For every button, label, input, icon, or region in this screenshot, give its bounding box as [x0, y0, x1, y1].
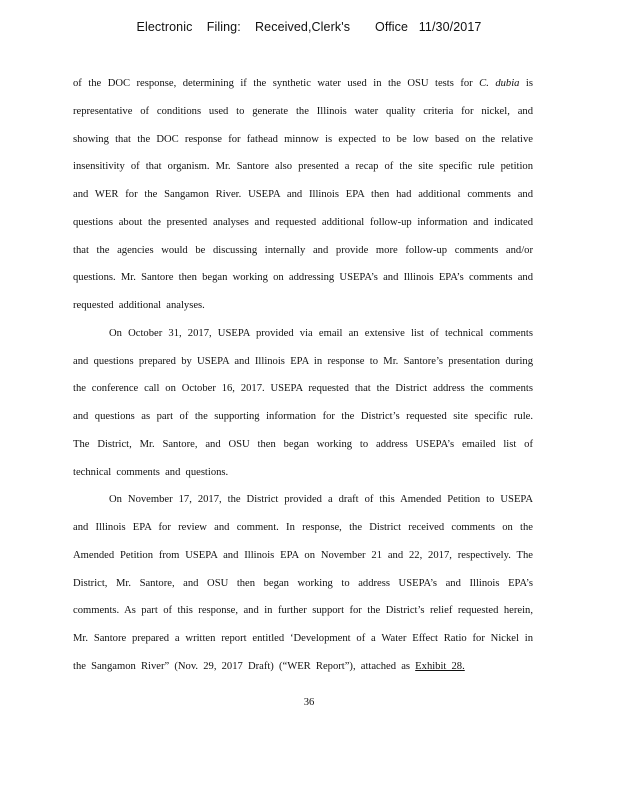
filing-header: Electronic Filing: Received,Clerk's Office 11/30/2017: [136, 20, 482, 34]
paragraph-1: [73, 70, 533, 320]
paragraph-2: On October 31, 2017, USEPA provided via email an extensive list of technical comments and questions prepared by USEPA and Illinois EPA in response to Mr. Santore’s presentation during the conference call on October 16, 2017. USEPA requested that the District address the comments and questions as part of the supporting information for the District’s requested site specific rule. The District, Mr. Santore, and OSU then began working to address USEPA’s emailed list of technical comments and questions.: [73, 327, 533, 478]
paragraph-3-text: On November 17, 2017, the District provided a draft of this Amended Petition to USEPA and Illinois EPA for review and comment. In response, the District received comments on the Amended Petition from USEPA and Illinois EPA on November 21 and 22, 2017, respectively. The District, Mr. Santore, and OSU then began working to address USEPA’s and Illinois EPA’s comments. As part of this response, and in further support for the District’s relief requested herein, Mr. Santore prepared a written report entitled ‘Development of a Water Effect Ratio for Nickel in the Sangamon River” (Nov. 29, 2017 Draft) (“WER Report”), attached as: [73, 494, 533, 672]
paragraph-1-text-a: of the DOC response, determining if the synthetic water used in the OSU tests for: [73, 78, 480, 89]
paragraph-1-text-c: is representative of conditions used to generate the Illinois water quality criteria for nickel, and showing that the DOC response for fathead minnow is expected to be low based on the relative insensitivity of that organism. Mr. Santore also presented a recap of the site specific rule petition and WER for the Sangamon River. USEPA and Illinois EPA then had additional comments and questions about the presented analyses and requested additional follow-up information and indicated that the agencies would be discussing internally and provide more follow-up comments and/or questions. Mr. Santore then began working on addressing USEPA’s and Illinois EPA’s comments and requested additional analyses.: [73, 78, 533, 311]
species-name-italic: C. dubia: [479, 78, 520, 89]
page-number: 36: [303, 697, 315, 708]
document-body: [73, 70, 533, 681]
paragraph-3: [73, 486, 533, 680]
exhibit-28-reference: Exhibit 28.: [415, 660, 465, 672]
